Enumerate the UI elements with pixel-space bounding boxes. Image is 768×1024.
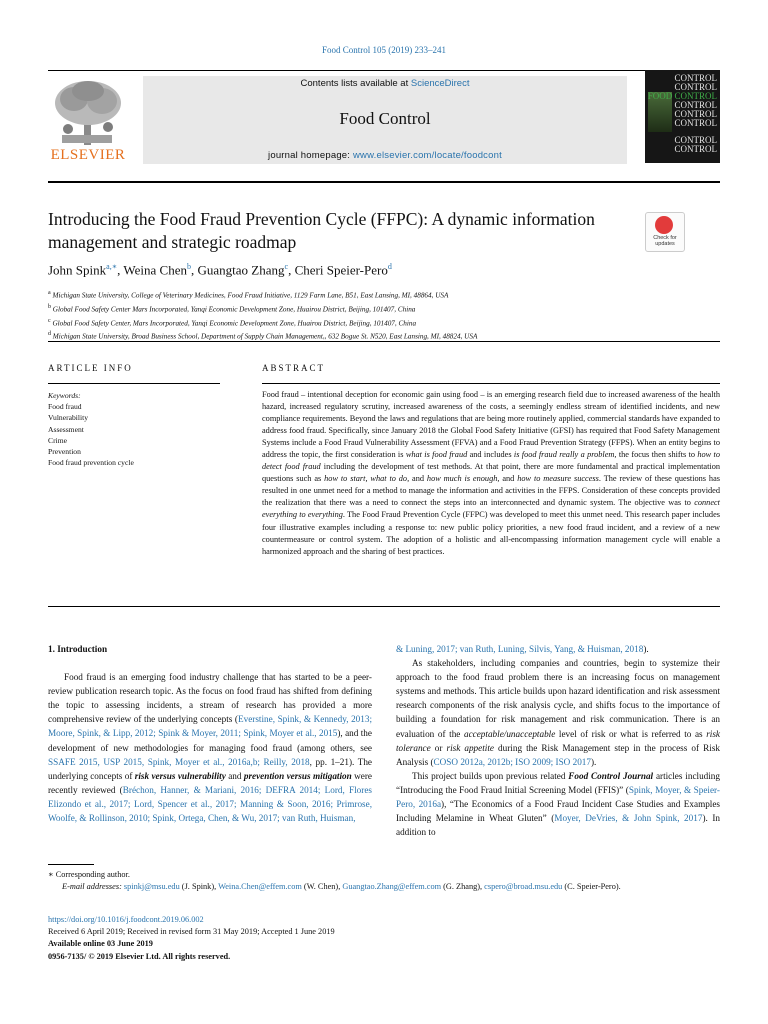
text-segment: ). In addition to (396, 813, 720, 838)
badge-label: Check for updates (653, 235, 677, 247)
email-owner: (C. Speier-Pero). (562, 882, 621, 892)
intro-paragraph-2 (396, 656, 720, 769)
masthead-bottom-rule (48, 181, 720, 183)
affiliation-item (48, 302, 688, 316)
journal-reference-link[interactable]: Food Control 105 (2019) 233–241 (321, 45, 446, 55)
email-addresses (48, 881, 720, 893)
keyword-list (48, 401, 228, 468)
text-segment: ), and the development of new methodologies for managing food fraud (among others, see (48, 728, 372, 753)
affiliation-item (48, 316, 688, 330)
publication-info (48, 914, 720, 963)
check-for-updates-badge[interactable] (645, 212, 685, 252)
text-segment: and (225, 770, 244, 781)
cover-title-line: CONTROL (674, 135, 717, 145)
email-owner: (G. Zhang), (441, 882, 485, 892)
author-separator: , (117, 262, 124, 278)
citation-link[interactable]: COSO 2012a, 2012b; ISO 2009; ISO 2017 (433, 756, 591, 767)
homepage-line: journal homepage: www.elsevier.com/locate/foodcont (268, 150, 502, 161)
cover-title-line: CONTROL (674, 118, 717, 128)
keywords-label: Keywords: (48, 391, 81, 400)
emphasis-segment: risk versus vulnerability (134, 770, 226, 781)
email-owner: (W. Chen), (301, 882, 343, 892)
contents-line: Contents lists available at ScienceDirect (300, 78, 470, 89)
abstract-emphasis: is food fraud really a problem (513, 450, 615, 460)
received-dates: Received 6 April 2019; Received in revised form 31 May 2019; Accepted 1 June 2019 (48, 927, 335, 937)
copyright: 0956-7135/ © 2019 Elsevier Ltd. All rights reserved. (48, 951, 231, 961)
keyword-item: Assessment (48, 424, 84, 434)
author-name[interactable]: Cheri Speier-Pero (294, 262, 388, 278)
journal-header-box (143, 76, 627, 164)
email-label: E-mail addresses: (62, 882, 124, 892)
affiliation-text: Global Food Safety Center, Mars Incorporated, Yanqi Economic Development Zone, Huairou District, Beijing, 101407, China (50, 318, 417, 327)
abstract-emphasis: what is food fraud (405, 450, 468, 460)
emphasis-segment: risk tolerance (396, 728, 720, 753)
abstract-segment: including the development of test methods. At that point, there are more fundamental and practical implementation questions such as (262, 462, 721, 484)
email-link[interactable]: spinkj@msu.edu (123, 882, 180, 892)
emphasis-segment: acceptable/unacceptable (463, 728, 556, 739)
keyword-item: Food fraud (48, 402, 82, 412)
text-segment: ). (643, 644, 649, 654)
available-online: Available online 03 June 2019 (48, 939, 153, 949)
body-right-column (396, 642, 720, 839)
emphasis-segment: prevention versus mitigation (243, 770, 352, 781)
intro-paragraph-3 (396, 769, 720, 839)
text-segment: , pp. 1–21). The underlying concepts of (48, 756, 372, 781)
sciencedirect-link[interactable]: ScienceDirect (410, 78, 470, 89)
emphasis-segment: Food Control Journal (568, 770, 654, 781)
elsevier-logo-text: ELSEVIER (50, 147, 126, 163)
author-affiliation-marker[interactable]: b (187, 262, 191, 271)
footnote (48, 869, 720, 893)
author-affiliation-marker[interactable]: d (387, 262, 392, 271)
citation-link[interactable]: Spink, Moyer, & Speier-Pero, 2016a (396, 784, 720, 810)
keyword-item: Vulnerability (48, 413, 89, 423)
article-info-rule (48, 383, 220, 384)
cover-title-line: CONTROL (674, 82, 717, 92)
cover-title-line: FOOD CONTROL (647, 91, 717, 101)
keyword-item: Crime (48, 435, 67, 445)
email-link[interactable]: cspero@broad.msu.edu (484, 882, 563, 892)
affiliation-list (48, 288, 688, 343)
emphasis-segment: risk appetite (446, 742, 494, 753)
text-segment: ), “The Economics of a Food Fraud Incident Case Studies and Examples Including Melamine in Wheat Gluten” ( (396, 799, 721, 824)
affiliation-marker: b (48, 303, 51, 310)
body-left-column (48, 642, 372, 825)
text-segment: level of risk or what is referred to as (555, 728, 707, 739)
cover-title-line: CONTROL (674, 109, 717, 119)
corresponding-author-note: ∗ Corresponding author. (48, 870, 130, 879)
text-segment: Food fraud is an emerging food industry challenge that has started to be a peer-review publication research topic. As the focus on food fraud has shifted from defining the topic to assessing incidents, a stream of research has provided a more comprehensive review of the underlying concepts ( (48, 672, 372, 725)
article-info-heading: ARTICLE INFO (48, 363, 133, 373)
abstract-segment: . The review of these questions has resulted in one unmet need for a method to manage the information and activities in the FFPS. Consideration of these concepts provided the realization that there was a need to connect the steps into an interconnected and dynamic system. The objective was to (262, 474, 720, 508)
email-link[interactable]: Guangtao.Zhang@effem.com (342, 882, 442, 892)
article-title: Introducing the Food Fraud Prevention Cycle (FFPC): A dynamic information management and strategic roadmap (48, 209, 595, 252)
citation-link[interactable]: Bréchon, Hanner, & Mariani, 2016; DEFRA 2014; Lord, Flores Elizondo et al., 2017; Lord, Spencer et al., 2017; Manning & Soon, 2016; Primrose, Woolfe, & Rollinson, 2010; Spink, Ortega, Chen, & Wu, 2017; van Ruth, Huisman, (48, 784, 372, 824)
abstract-text (262, 389, 720, 558)
journal-name: Food Control (339, 109, 431, 128)
text-segment: ). (591, 756, 597, 767)
affiliation-item (48, 288, 688, 302)
abstract-segment: . The Food Fraud Prevention Cycle (FFPC) was developed to meet this unmet need. This research paper includes four illustrative examples including a response to: new public policy priorities, a new food fraud incident, and a review of a new countermeasure or control system. The adoption of a holistic and all-encompassing information management cycle will enable a harmonized approach and the sharing of best practices. (262, 510, 720, 556)
citation-link[interactable]: Moyer, DeVries, & John Spink, 2017 (554, 813, 703, 824)
keywords-block (48, 390, 228, 468)
author-name[interactable]: Guangtao Zhang (197, 262, 285, 278)
abstract-emphasis: how to measure success (517, 474, 599, 484)
text-segment: were recently reviewed ( (48, 770, 372, 795)
citation-link[interactable]: & Luning, 2017; van Ruth, Luning, Silvis, Yang, & Huisman, 2018 (396, 644, 644, 654)
keyword-item: Food fraud prevention cycle (48, 458, 134, 468)
affiliation-text: Michigan State University, College of Veterinary Medicines, Food Fraud Initiative, 1129 Farm Lane, B51, East Lansing, MI, 48864, USA (50, 291, 449, 300)
abstract-emphasis: how to detect food fraud (262, 450, 721, 472)
abstract-bottom-rule (48, 606, 720, 607)
intro-paragraph-continued (396, 642, 720, 656)
abstract-segment: Food fraud – intentional deception for economic gain using food – is an emerging research field due to increased awareness of the health hazard, increased regulatory scrutiny, increased awareness of the costs, a seemingly endless stream of identified incidents, and new compliance requirements. Beyond the laws and regulations that are being more routinely applied, commercial standards have expanded to address food fraud. Specifically, since January 2018 the Global Food Safety Initiative (GFSI) has required that Food Safety Management Systems include a Food Fraud Vulnerability Assessment (FFVA) and a Food Fraud Prevention Strategy (FFPS). When an entity begins to address the topic, the first consideration is (262, 390, 720, 460)
abstract-emphasis: connect everything to everything (262, 498, 720, 520)
author-affiliation-marker[interactable]: c (284, 262, 289, 271)
author-list (48, 262, 648, 278)
section-heading-introduction: 1. Introduction (48, 644, 108, 654)
citation-link[interactable]: SSAFE 2015, USP 2015, Spink, Moyer et al., 2016a,b; Reilly, 2018 (48, 756, 310, 767)
author-affiliation-marker[interactable]: a,∗ (106, 262, 118, 271)
citation-link[interactable]: Everstine, Spink, & Kennedy, 2013; Moore, Spink, & Lipp, 2012; Spink & Moyer, 2011; Spink, Moyer et al., 2015 (48, 714, 373, 739)
affiliation-marker: a (48, 290, 51, 296)
keyword-item: Prevention (48, 447, 81, 457)
abstract-segment: , the focus then shifts to (614, 450, 698, 460)
affiliation-marker: c (48, 317, 51, 324)
author-name[interactable]: John Spink (48, 262, 107, 278)
affiliation-text: Global Food Safety Center Mars Incorporated, Yanqi Economic Development Zone, Huairou District, Beijing, 101407, China (51, 305, 416, 314)
abstract-heading: ABSTRACT (262, 363, 326, 373)
email-link[interactable]: Weina.Chen@effem.com (218, 882, 302, 892)
text-segment: As stakeholders, including companies and countries, begin to systemize their approach to the food fraud problem there is an increasing focus on management systems and methods. This article builds upon hazard identification and risk assessment research components of the risk analysis cycle, and shifts focus to the importance of building a foundation for risk management and risk communication. There is an evaluation of the (396, 658, 720, 739)
author-separator: , (288, 262, 295, 278)
abstract-segment: and (409, 474, 427, 484)
author-name[interactable]: Weina Chen (123, 262, 187, 278)
abstract-segment: and includes (467, 450, 514, 460)
cover-title-line: CONTROL (674, 100, 717, 110)
text-segment: or (430, 742, 447, 753)
abstract-rule (262, 383, 720, 384)
footnote-rule (48, 864, 94, 865)
text-segment: This project builds upon previous related (412, 770, 569, 781)
affiliation-divider (48, 341, 720, 342)
cover-title-line: CONTROL (674, 144, 717, 154)
abstract-segment: , and (497, 474, 518, 484)
journal-cover-thumbnail[interactable] (645, 70, 720, 163)
journal-homepage-link[interactable]: www.elsevier.com/locate/foodcont (352, 150, 502, 161)
abstract-emphasis: how much is enough (426, 474, 498, 484)
affiliation-text: Michigan State University, Broad Business School, Department of Supply Chain Management,, 632 Bogue St. N520, East Lansing, MI, 48824, USA (51, 332, 478, 341)
intro-paragraph-1 (48, 670, 372, 825)
abstract-emphasis: how to start, what to do, (324, 474, 410, 484)
affiliation-marker: d (48, 331, 51, 338)
text-segment: during the Risk Management step in the process of Risk Analysis ( (396, 742, 720, 767)
doi-link[interactable]: https://doi.org/10.1016/j.foodcont.2019.06.002 (48, 915, 204, 924)
author-separator: , (191, 262, 198, 278)
cover-title-line: CONTROL (674, 73, 717, 83)
bookmark-icon (655, 216, 673, 234)
top-rule (48, 70, 720, 71)
text-segment: articles including “Introducing the Food Fraud Initial Screening Model (FFIS)” ( (396, 770, 720, 795)
email-owner: (J. Spink), (179, 882, 219, 892)
